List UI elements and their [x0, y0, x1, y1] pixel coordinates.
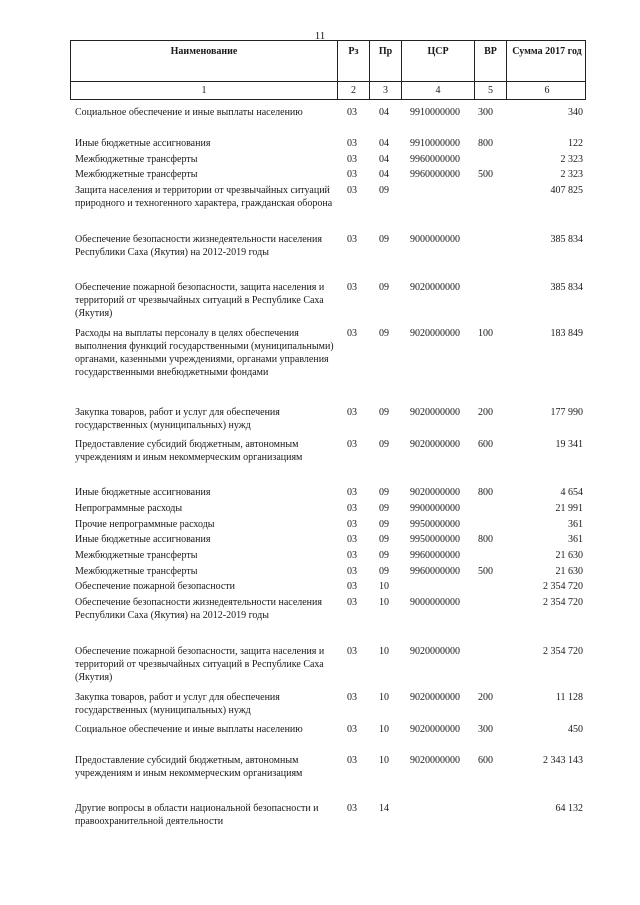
- table-header: [70, 40, 586, 100]
- row-pr: 09: [379, 487, 389, 498]
- row-name: Иные бюджетные ассигнования: [75, 138, 211, 149]
- row-name: Межбюджетные трансферты: [75, 169, 198, 180]
- row-rz: 03: [347, 724, 357, 735]
- row-name: Предоставление субсидий бюджетным, автономным учреждениям и иным некоммерческим организациям: [75, 755, 303, 779]
- row-csr: 9910000000: [410, 138, 460, 149]
- header-col-vr: [475, 41, 507, 99]
- row-vr: 200: [478, 407, 493, 418]
- row-csr: 9900000000: [410, 503, 460, 514]
- row-vr: 300: [478, 107, 493, 118]
- row-sum: 385 834: [550, 282, 583, 293]
- row-name: Межбюджетные трансферты: [75, 154, 198, 165]
- row-vr: 800: [478, 138, 493, 149]
- row-name: Иные бюджетные ассигнования: [75, 487, 211, 498]
- row-pr: 09: [379, 407, 389, 418]
- header-number: 2: [351, 85, 356, 96]
- row-pr: 10: [379, 755, 389, 766]
- page-number: 11: [314, 30, 326, 42]
- row-pr: 04: [379, 138, 389, 149]
- row-name: Закупка товаров, работ и услуг для обеспечения государственных (муниципальных) нужд: [75, 407, 280, 431]
- row-rz: 03: [347, 519, 357, 530]
- header-number: 4: [435, 85, 441, 96]
- row-csr: 9000000000: [410, 234, 460, 245]
- row-csr: 9960000000: [410, 169, 460, 180]
- row-name: Предоставление субсидий бюджетным, автономным учреждениям и иным некоммерческим организациям: [75, 439, 303, 463]
- row-sum: 21 630: [555, 566, 583, 577]
- row-sum: 177 990: [550, 407, 583, 418]
- row-name: Непрограммные расходы: [75, 503, 183, 514]
- row-csr: 9020000000: [410, 646, 460, 657]
- row-name: Обеспечение безопасности жизнедеятельности населения Республики Саха (Якутия) на 2012-2019 годы: [75, 234, 322, 258]
- row-sum: 385 834: [550, 234, 583, 245]
- header-col-csr: [402, 41, 475, 99]
- header-label: Наименование: [170, 46, 238, 57]
- row-pr: 09: [379, 566, 389, 577]
- row-sum: 2 354 720: [543, 646, 583, 657]
- row-csr: 9960000000: [410, 550, 460, 561]
- row-pr: 09: [379, 185, 389, 196]
- row-name: Расходы на выплаты персоналу в целях обеспечения выполнения функций государственными (муниципальными) органами, казенными учреждениями, органами управления государственными внебюджетными фондами: [75, 328, 334, 378]
- row-pr: 10: [379, 581, 389, 592]
- row-rz: 03: [347, 755, 357, 766]
- header-number: 5: [488, 85, 493, 96]
- row-name: Обеспечение пожарной безопасности, защита населения и территорий от чрезвычайных ситуаций в Республике Саха (Якутия): [75, 282, 325, 319]
- row-name: Межбюджетные трансферты: [75, 550, 198, 561]
- row-sum: 2 323: [560, 154, 583, 165]
- row-name: Обеспечение пожарной безопасности: [75, 581, 236, 592]
- row-vr: 300: [478, 724, 493, 735]
- row-name: Социальное обеспечение и иные выплаты населению: [75, 724, 303, 735]
- row-rz: 03: [347, 581, 357, 592]
- row-rz: 03: [347, 646, 357, 657]
- row-rz: 03: [347, 407, 357, 418]
- header-label: Рз: [348, 46, 359, 57]
- header-col-name: [71, 41, 338, 99]
- row-name: Прочие непрограммные расходы: [75, 519, 215, 530]
- row-pr: 14: [379, 803, 389, 814]
- row-name: Защита населения и территории от чрезвычайных ситуаций природного и техногенного характера, гражданская оборона: [75, 185, 333, 209]
- row-pr: 09: [379, 534, 389, 545]
- row-rz: 03: [347, 154, 357, 165]
- row-sum: 19 341: [555, 439, 583, 450]
- header-number: 6: [544, 85, 550, 96]
- row-csr: 9000000000: [410, 597, 460, 608]
- row-pr: 09: [379, 439, 389, 450]
- row-rz: 03: [347, 487, 357, 498]
- row-csr: 9950000000: [410, 534, 460, 545]
- header-label: ЦСР: [427, 46, 449, 57]
- row-vr: 500: [478, 566, 493, 577]
- row-name: Обеспечение пожарной безопасности, защита населения и территорий от чрезвычайных ситуаций в Республике Саха (Якутия): [75, 646, 325, 683]
- row-sum: 21 630: [555, 550, 583, 561]
- row-sum: 361: [568, 534, 583, 545]
- row-rz: 03: [347, 597, 357, 608]
- header-label: ВР: [484, 46, 497, 57]
- header-number: 3: [383, 85, 388, 96]
- row-vr: 800: [478, 534, 493, 545]
- row-csr: 9020000000: [410, 692, 460, 703]
- row-rz: 03: [347, 185, 357, 196]
- row-rz: 03: [347, 439, 357, 450]
- row-csr: 9950000000: [410, 519, 460, 530]
- row-vr: 500: [478, 169, 493, 180]
- header-col-sum: [507, 41, 587, 99]
- row-pr: 09: [379, 282, 389, 293]
- row-sum: 21 991: [555, 503, 583, 514]
- row-sum: 2 343 143: [543, 755, 583, 766]
- row-pr: 09: [379, 519, 389, 530]
- row-rz: 03: [347, 107, 357, 118]
- row-csr: 9020000000: [410, 282, 460, 293]
- row-rz: 03: [347, 138, 357, 149]
- row-pr: 09: [379, 550, 389, 561]
- row-sum: 183 849: [550, 328, 583, 339]
- row-sum: 450: [568, 724, 583, 735]
- row-pr: 10: [379, 692, 389, 703]
- row-sum: 2 354 720: [543, 581, 583, 592]
- row-name: Другие вопросы в области национальной безопасности и правоохранительной деятельности: [75, 803, 319, 827]
- row-vr: 100: [478, 328, 493, 339]
- row-rz: 03: [347, 328, 357, 339]
- row-csr: 9910000000: [410, 107, 460, 118]
- row-csr: 9960000000: [410, 566, 460, 577]
- row-pr: 10: [379, 597, 389, 608]
- row-pr: 04: [379, 107, 389, 118]
- row-pr: 10: [379, 646, 389, 657]
- row-csr: 9960000000: [410, 154, 460, 165]
- row-rz: 03: [347, 234, 357, 245]
- row-csr: 9020000000: [410, 407, 460, 418]
- header-col-pr: [370, 41, 402, 99]
- row-sum: 64 132: [555, 803, 583, 814]
- row-pr: 09: [379, 328, 389, 339]
- row-sum: 4 654: [560, 487, 583, 498]
- row-pr: 09: [379, 503, 389, 514]
- row-csr: 9020000000: [410, 439, 460, 450]
- row-name: Обеспечение безопасности жизнедеятельности населения Республики Саха (Якутия) на 2012-2019 годы: [75, 597, 322, 621]
- row-csr: 9020000000: [410, 724, 460, 735]
- row-name: Иные бюджетные ассигнования: [75, 534, 211, 545]
- row-vr: 600: [478, 439, 493, 450]
- row-pr: 10: [379, 724, 389, 735]
- row-rz: 03: [347, 550, 357, 561]
- row-sum: 2 323: [560, 169, 583, 180]
- row-name: Закупка товаров, работ и услуг для обеспечения государственных (муниципальных) нужд: [75, 692, 280, 716]
- row-csr: 9020000000: [410, 487, 460, 498]
- row-rz: 03: [347, 692, 357, 703]
- header-col-rz: [338, 41, 370, 99]
- row-rz: 03: [347, 803, 357, 814]
- row-pr: 04: [379, 169, 389, 180]
- row-sum: 122: [568, 138, 583, 149]
- header-label: Сумма 2017 год: [512, 46, 582, 57]
- row-sum: 361: [568, 519, 583, 530]
- row-sum: 2 354 720: [543, 597, 583, 608]
- row-rz: 03: [347, 566, 357, 577]
- row-rz: 03: [347, 169, 357, 180]
- row-vr: 200: [478, 692, 493, 703]
- row-rz: 03: [347, 282, 357, 293]
- row-name: Социальное обеспечение и иные выплаты населению: [75, 107, 303, 118]
- row-vr: 800: [478, 487, 493, 498]
- row-pr: 09: [379, 234, 389, 245]
- row-vr: 600: [478, 755, 493, 766]
- row-rz: 03: [347, 503, 357, 514]
- row-csr: 9020000000: [410, 328, 460, 339]
- row-pr: 04: [379, 154, 389, 165]
- row-name: Межбюджетные трансферты: [75, 566, 198, 577]
- header-label: Пр: [378, 46, 393, 57]
- row-sum: 11 128: [555, 692, 583, 703]
- row-sum: 407 825: [550, 185, 583, 196]
- row-sum: 340: [568, 107, 583, 118]
- row-csr: 9020000000: [410, 755, 460, 766]
- row-rz: 03: [347, 534, 357, 545]
- header-number: 1: [201, 85, 207, 96]
